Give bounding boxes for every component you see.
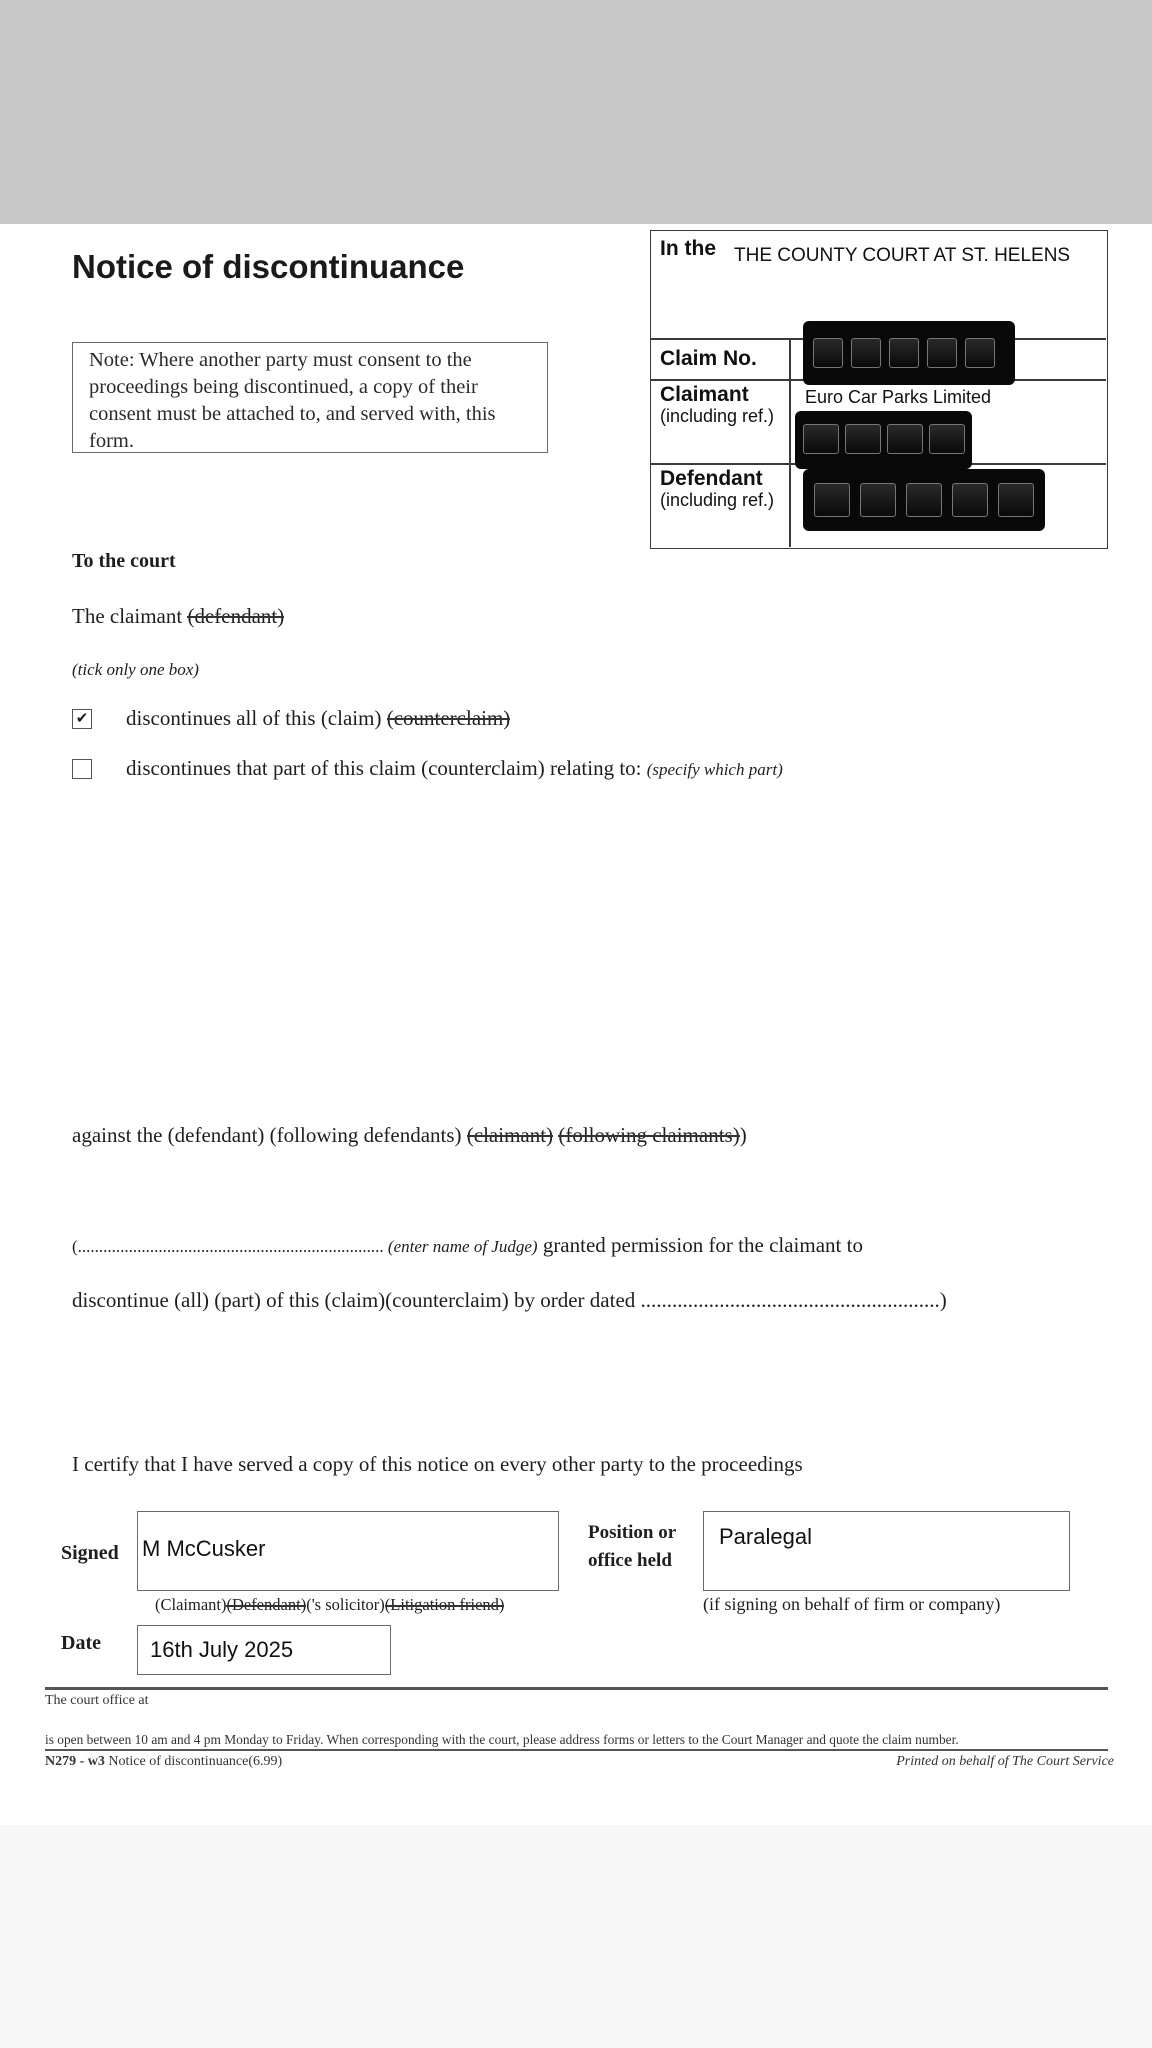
- redaction-block: [803, 469, 1045, 531]
- court-box-column-divider: [789, 338, 791, 547]
- claimant-line: [72, 604, 284, 629]
- against-text: against the (defendant) (following defendants): [72, 1123, 467, 1147]
- judge-dotted-field: (........................................................................: [72, 1237, 384, 1256]
- judge-text: granted permission for the claimant to: [537, 1233, 863, 1257]
- struck-defendant: (defendant): [187, 604, 285, 628]
- court-name: THE COUNTY COURT AT ST. HELENS: [734, 245, 1071, 266]
- struck-claimant: (claimant): [466, 1123, 554, 1147]
- option2-text: discontinues that part of this claim (counterclaim) relating to:: [126, 756, 647, 780]
- document-page: [0, 224, 1152, 1825]
- footer-rule: [45, 1687, 1108, 1690]
- struck-counterclaim: (counterclaim): [386, 706, 511, 730]
- form-name: Notice of discontinuance(6.99): [104, 1754, 283, 1769]
- court-office-text: The court office at: [45, 1693, 149, 1708]
- struck-litigation-friend: (Litigation friend): [384, 1595, 505, 1614]
- in-the-label: In the: [660, 237, 716, 260]
- claimant-prefix: The claimant: [72, 604, 188, 628]
- to-the-court-heading: To the court: [72, 550, 176, 572]
- redaction-block: [803, 321, 1015, 385]
- signed-field[interactable]: M McCusker: [137, 1511, 559, 1591]
- page-title: Notice of discontinuance: [72, 248, 465, 285]
- behalf-note: (if signing on behalf of firm or company): [703, 1594, 1001, 1614]
- option-discontinue-all: [126, 706, 510, 731]
- struck-defendant-role: (Defendant): [226, 1595, 307, 1614]
- discontinue-order-line: discontinue (all) (part) of this (claim)(counterclaim) by order dated .........................................................): [72, 1288, 947, 1312]
- discontinue-all-checkbox[interactable]: ✔: [72, 709, 92, 729]
- form-code: N279 - w3: [45, 1754, 105, 1769]
- specify-hint: (specify which part): [646, 760, 783, 779]
- signer-role-line: (Claimant)(Defendant)('s solicitor)(Litigation friend): [155, 1595, 505, 1614]
- top-gray-bar: [0, 0, 1152, 224]
- footer-rule-thin: [45, 1749, 1108, 1751]
- date-label: Date: [61, 1632, 101, 1654]
- tick-instruction: (tick only one box): [72, 660, 199, 679]
- office-hours-text: is open between 10 am and 4 pm Monday to Friday. When corresponding with the court, please address forms or letters to the Court Manager and quote the claim number.: [45, 1732, 959, 1747]
- option1-text: discontinues all of this (claim): [126, 706, 387, 730]
- judge-hint: (enter name of Judge): [383, 1237, 538, 1256]
- claimant-name: Euro Car Parks Limited: [805, 387, 992, 407]
- certify-statement: I certify that I have served a copy of this notice on every other party to the proceedings: [72, 1452, 803, 1476]
- against-close: ): [739, 1123, 747, 1147]
- consent-note: Note: Where another party must consent to the proceedings being discontinued, a copy of their consent must be attached to, and served with, this form.: [72, 342, 548, 453]
- position-field[interactable]: Paralegal: [703, 1511, 1070, 1591]
- position-label: Position or office held: [588, 1522, 677, 1571]
- discontinue-part-checkbox[interactable]: [72, 759, 92, 779]
- form-reference: [45, 1754, 282, 1770]
- against-line: [72, 1123, 747, 1148]
- claim-no-label: Claim No.: [660, 347, 757, 370]
- date-field[interactable]: 16th July 2025: [137, 1625, 391, 1675]
- redaction-block: [795, 411, 972, 469]
- judge-line: [72, 1233, 863, 1258]
- struck-following-claimants: (following claimants): [558, 1123, 740, 1147]
- option-discontinue-part: [126, 756, 783, 781]
- defendant-label: Defendant (including ref.): [660, 467, 775, 510]
- signed-label: Signed: [61, 1542, 119, 1564]
- claimant-label: Claimant (including ref.): [660, 383, 775, 426]
- printed-by-text: Printed on behalf of The Court Service: [896, 1754, 1114, 1769]
